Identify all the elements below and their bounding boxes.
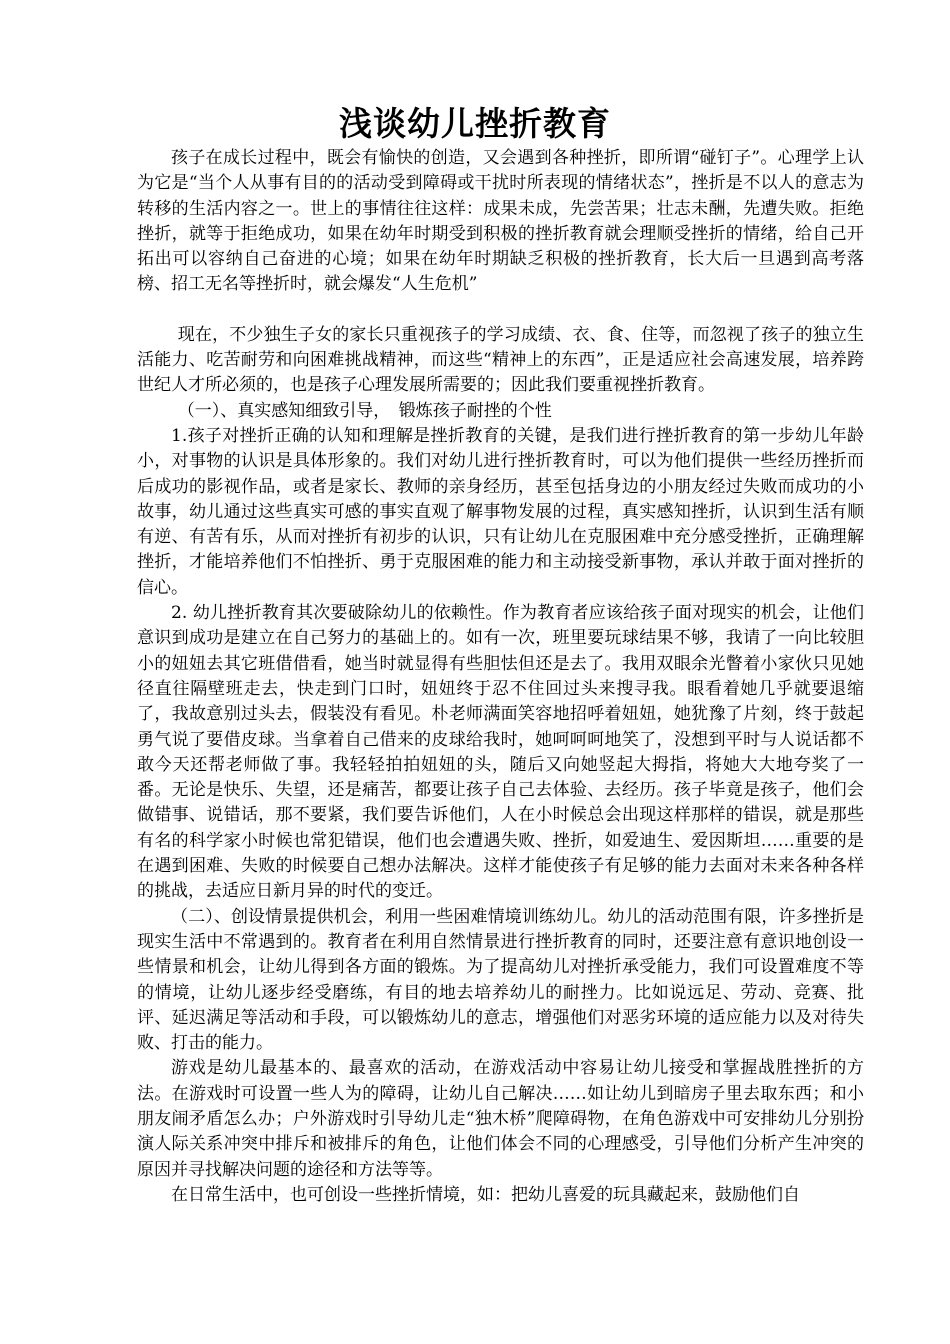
paragraph-daily-life: 在日常生活中，也可创设一些挫折情境，如：把幼儿喜爱的玩具藏起来，鼓励他们自 (171, 1184, 800, 1205)
document-body (137, 146, 864, 1208)
document-title: 浅谈幼儿挫折教育 (339, 104, 611, 143)
paragraph-point-2: 2. 幼儿挫折教育其次要破除幼儿的依赖性。作为教育者应该给孩子面对现实的机会，让他们意识到成功是建立在自己努力的基础上的。如有一次，班里要玩球结果不够，我请了一向比较胆小的妞妞去其它班借借看，她当时就显得有些胆怯但还是去了。我用双眼余光瞥着小家伙只见她径直往隔壁班走去，快走到门口时，妞妞终于忍不住回过头来搜寻我。眼看着她几乎就要退缩了，我故意别过头去，假装没有看见。朴老师满面笑容地招呼着妞妞，她犹豫了片刻，终于鼓起勇气说了要借皮球。当拿着自己借来的皮球给我时，她呵呵呵地笑了，没想到平时与人说话都不敢今天还帮老师做了事。我轻轻拍拍妞妞的头，随后又向她竖起大拇指，将她大大地夸奖了一番。无论是快乐、失望，还是痛苦，都要让孩子自己去体验、去经历。孩子毕竟是孩子，他们会做错事、说错话，那不要紧，我们要告诉他们，人在小时候总会出现这样那样的错误，就是那些有名的科学家小时候也常犯错误，他们也会遭遇失败、挫折，如爱迪生、爱因斯坦……重要的是在遇到困难、失败的时候要自己想办法解决。这样才能使孩子有足够的能力去面对未来各种各样的挑战，去适应日新月异的时代的变迁。 (137, 603, 864, 902)
paragraph-point-1: 1.孩子对挫折正确的认知和理解是挫折教育的关键，是我们进行挫折教育的第一步幼儿年龄小，对事物的认识是具体形象的。我们对幼儿进行挫折教育时，可以为他们提供一些经历挫折而后成功的影视作品，或者是家长、教师的亲身经历，甚至包括身边的小朋友经过失败而成功的小故事，幼儿通过这些真实可感的事实直观了解事物发展的过程，真实感知挫折，认识到生活有顺有逆、有苦有乐，从而对挫折有初步的认识，只有让幼儿在克服困难中充分感受挫折，正确理解挫折，才能培养他们不怕挫折、勇于克服困难的能力和主动接受新事物，承认并敢于面对挫折的信心。 (137, 425, 864, 598)
paragraph-games: 游戏是幼儿最基本的、最喜欢的活动，在游戏活动中容易让幼儿接受和掌握战胜挫折的方法。在游戏时可设置一些人为的障碍，让幼儿自己解决……如让幼儿到暗房子里去取东西；和小朋友闹矛盾怎么办；户外游戏时引导幼儿走“独木桥”爬障碍物，在角色游戏中可安排幼儿分别扮演人际关系冲突中排斥和被排斥的角色，让他们体会不同的心理感受，引导他们分析产生冲突的原因并寻找解决问题的途径和方法等等。 (137, 1058, 864, 1180)
section-heading-1: （一）、真实感知细致引导， 锻炼孩子耐挫的个性 (177, 400, 552, 421)
paragraph-section-2: （二）、创设情景提供机会，利用一些困难情境训练幼儿。幼儿的活动范围有限，许多挫折是现实生活中不常遇到的。教育者在利用自然情景进行挫折教育的同时，还要注意有意识地创设一些情景和机会，让幼儿得到各方面的锻炼。为了提高幼儿对挫折承受能力，我们可设置难度不等的情境，让幼儿逐步经受磨练，有目的地去培养幼儿的耐挫力。比如说远足、劳动、竞赛、批评、延迟满足等活动和手段，可以锻炼幼儿的意志，增强他们对恶劣环境的适应能力以及对待失败、打击的能力。 (137, 906, 864, 1054)
paragraph-parents: 现在，不少独生子女的家长只重视孩子的学习成绩、衣、食、住等，而忽视了孩子的独立生活能力、吃苦耐劳和向困难挑战精神，而这些“精神上的东西”，正是适应社会高速发展，培养跨世纪人才所必须的，也是孩子心理发展所需要的；因此我们要重视挫折教育。 (137, 324, 864, 396)
paragraph-intro: 孩子在成长过程中，既会有愉快的创造，又会遇到各种挫折，即所谓“碰钉子”。心理学上认为它是“当个人从事有目的的活动受到障碍或干扰时所表现的情绪状态”，挫折是不以人的意志为转移的生活内容之一。世上的事情往往这样：成果未成，先尝苦果；壮志未酬，先遭失败。拒绝挫折，就等于拒绝成功，如果在幼年时期受到积极的挫折教育就会理顺受挫折的情绪，给自己开拓出可以容纳自己奋进的心境；如果在幼年时期缺乏积极的挫折教育，长大后一旦遇到高考落榜、招工无名等挫折时，就会爆发“人生危机” (137, 148, 864, 295)
